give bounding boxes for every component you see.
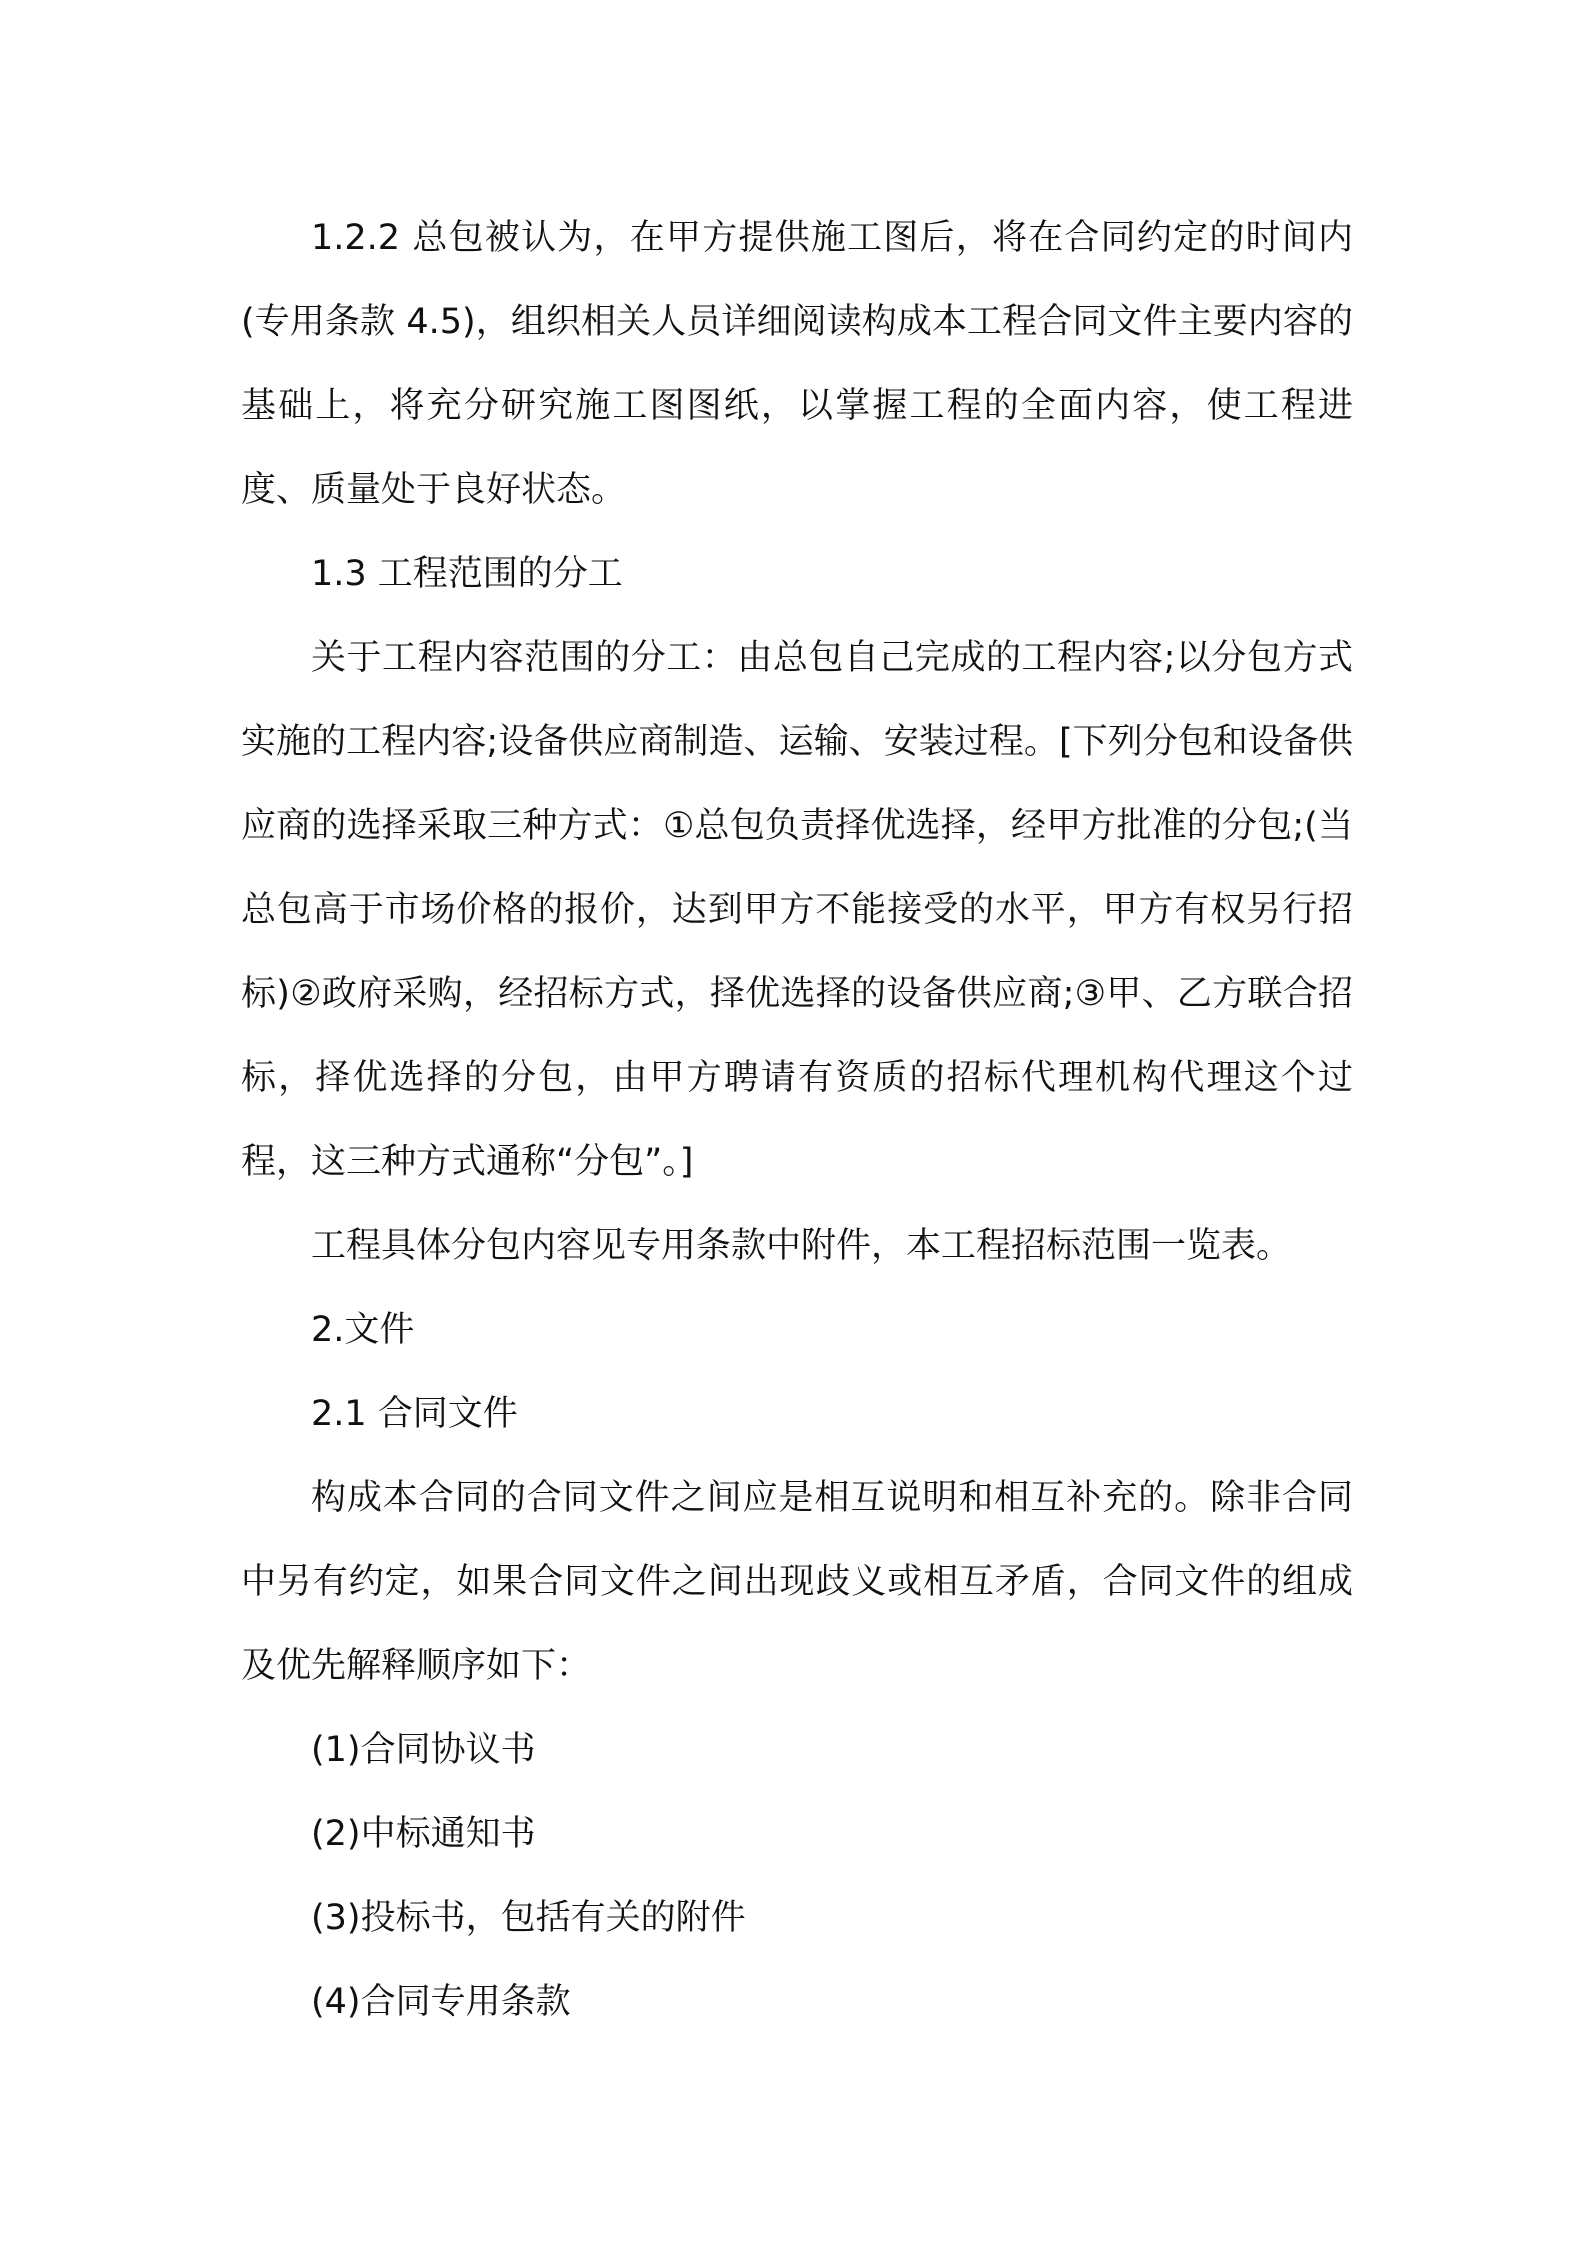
scope-division-paragraph: 关于工程内容范围的分工：由总包自己完成的工程内容;以分包方式实施的工程内容;设备供应商制造、运输、安装过程。[下列分包和设备供应商的选择采取三种方式：①总包负责择优选择，经甲方批准的分包;(当总包高于市场价格的报价，达到甲方不能接受的水平，甲方有权另行招标)②政府采购，经招标方式，择优选择的设备供应商;③甲、乙方联合招标，择优选择的分包，由甲方聘请有资质的招标代理机构代理这个过程，这三种方式通称“分包”。] — [241, 638, 1353, 1182]
list-item-4: (4)合同专用条款 — [311, 1982, 571, 2022]
subcontract-reference-paragraph: 工程具体分包内容见专用条款中附件，本工程招标范围一览表。 — [311, 1226, 1292, 1266]
clause-1-2-2-paragraph: 1.2.2 总包被认为，在甲方提供施工图后，将在合同约定的时间内(专用条款 4.5)，组织相关人员详细阅读构成本工程合同文件主要内容的基础上，将充分研究施工图图纸，以掌握工程的全面内容，使工程进度、质量处于良好状态。 — [241, 218, 1353, 510]
section-1-3-heading: 1.3 工程范围的分工 — [311, 554, 623, 594]
section-2-heading: 2.文件 — [311, 1310, 415, 1350]
list-item-2: (2)中标通知书 — [311, 1814, 536, 1854]
section-2-1-heading: 2.1 合同文件 — [311, 1394, 518, 1434]
list-item-1: (1)合同协议书 — [311, 1730, 536, 1770]
document-page — [241, 196, 1353, 2044]
list-item-3: (3)投标书，包括有关的附件 — [311, 1898, 746, 1938]
contract-docs-intro-paragraph: 构成本合同的合同文件之间应是相互说明和相互补充的。除非合同中另有约定，如果合同文件之间出现歧义或相互矛盾，合同文件的组成及优先解释顺序如下： — [241, 1478, 1353, 1686]
